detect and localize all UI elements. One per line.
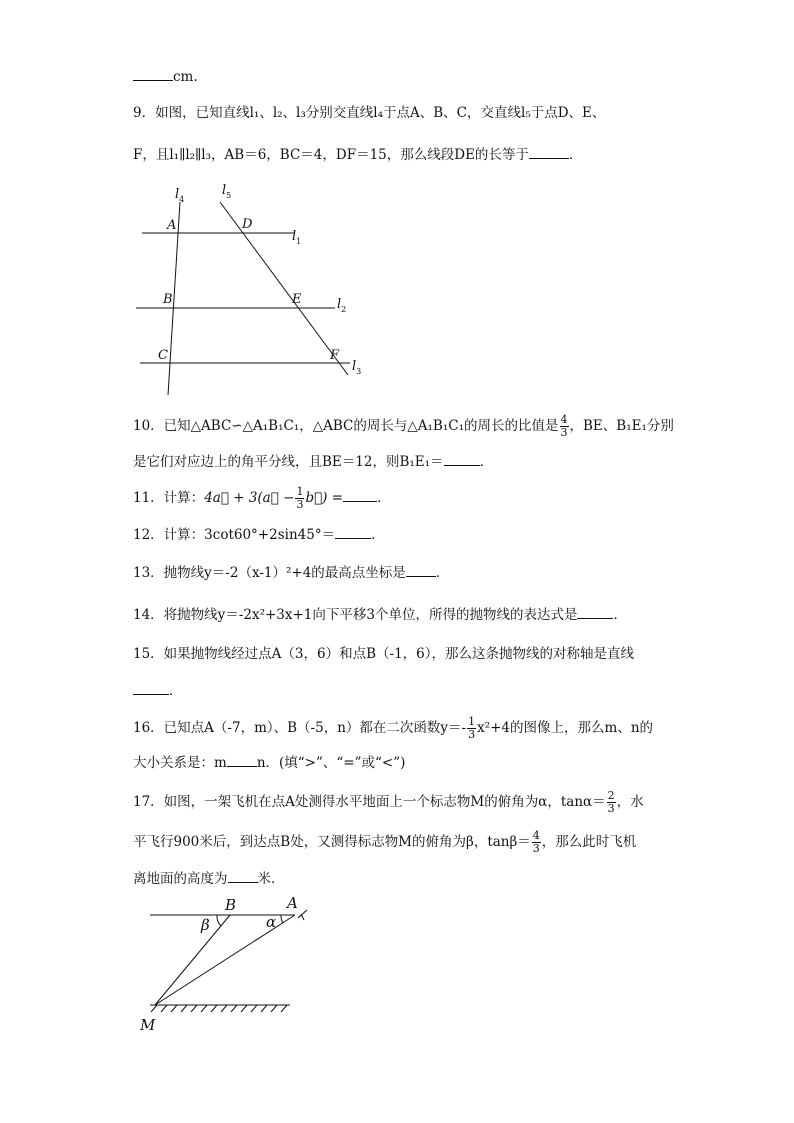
q10-line1: 10．已知△ABC∽△A₁B₁C₁，△ABC的周长与△A₁B₁C₁的周长的比值是 $\frac{4}{3}$ ，BE、B₁E₁分别 xyxy=(133,413,674,439)
label-E: E xyxy=(292,292,302,307)
q17-line2: 平飞行900米后，到达点B处，又测得标志物M的俯角为β，tanβ＝ $\frac{4}{3}$ ，那么此时飞机 xyxy=(133,829,637,855)
label-M: M xyxy=(140,1016,156,1034)
q13-line: 13．抛物线y＝-2（x-1）²+4的最高点坐标是 ． xyxy=(133,562,449,583)
answer-blank[interactable] xyxy=(444,451,480,466)
ground-hatching xyxy=(151,1005,287,1012)
label-l3: $l_3$ xyxy=(352,359,362,376)
label-l4: $l_4$ xyxy=(175,187,185,204)
q17-line1: 17．如图，一架飞机在点A处测得水平地面上一个标志物M的俯角为α，tanα＝ $\frac{2}{3}$ ，水 xyxy=(133,789,644,815)
q12-line: 12．计算：3cot60°+2sin45°＝ ． xyxy=(133,524,385,545)
fraction: $\frac{1}{3}$ xyxy=(468,715,476,741)
q15-line1: 15．如果抛物线经过点A（3，6）和点B（-1，6），那么这条抛物线的对称轴是直线 xyxy=(133,646,635,662)
answer-blank[interactable] xyxy=(228,868,258,883)
figure-airplane-angles xyxy=(135,890,335,1040)
angle-beta-arc xyxy=(217,915,221,926)
line-BM xyxy=(155,915,230,1005)
answer-blank[interactable] xyxy=(133,66,173,81)
airplane-icon xyxy=(298,910,307,920)
q8-tail: cm. xyxy=(133,66,198,87)
q16-line1: 16．已知点A（-7，m）、B（-5，n）都在二次函数y＝- $\frac{1}{3}$ x²+4的图像上，那么m、n的 xyxy=(133,715,654,741)
fraction: $\frac{4}{3}$ xyxy=(560,413,568,439)
answer-blank[interactable] xyxy=(529,144,569,159)
label-F: F xyxy=(330,348,340,363)
q9-line1: 9．如图，已知直线l₁、l₂、l₃分别交直线l₄于点A、B、C，交直线l₅于点D、E、 xyxy=(133,105,606,121)
label-D: D xyxy=(242,217,253,232)
label-B: B xyxy=(225,896,237,914)
label-l5: $l_5$ xyxy=(222,183,232,200)
answer-blank[interactable] xyxy=(406,562,436,577)
line-l5 xyxy=(220,202,348,375)
label-C: C xyxy=(158,348,168,363)
fraction: $\frac{2}{3}$ xyxy=(607,789,615,815)
q16-line2: 大小关系是：m n．(填“>”、“=”或“<”) xyxy=(133,752,405,773)
q10-line2: 是它们对应边上的角平分线，且BE＝12，则B₁E₁＝ ． xyxy=(133,451,493,472)
label-alpha: α xyxy=(266,913,277,931)
label-B: B xyxy=(163,292,173,307)
label-l1: $l_1$ xyxy=(292,229,302,246)
q17-line3: 离地面的高度为 米． xyxy=(133,868,285,889)
q14-line: 14．将抛物线y＝-2x²+3x+1向下平移3个单位，所得的抛物线的表达式是 ． xyxy=(133,604,627,625)
q9-line2: F，且l₁∥l₂∥l₃，AB＝6，BC＝4，DF＝15，那么线段DE的长等于 ． xyxy=(133,144,582,165)
answer-blank[interactable] xyxy=(133,680,169,695)
label-A: A xyxy=(287,894,298,912)
fraction: $\frac{1}{3}$ xyxy=(296,485,304,511)
answer-blank[interactable] xyxy=(577,604,613,619)
q11-line: 11．计算：4a⃗ + 3(a⃗ − $\frac{1}{3}$ b⃗) = ． xyxy=(133,485,391,511)
fraction: $\frac{4}{3}$ xyxy=(532,829,540,855)
label-beta: β xyxy=(201,916,210,934)
q15-line2: ． xyxy=(133,680,183,701)
answer-blank[interactable] xyxy=(335,524,371,539)
answer-blank[interactable] xyxy=(343,487,377,502)
angle-alpha-arc xyxy=(281,915,283,923)
label-l2: $l_2$ xyxy=(337,297,347,314)
answer-blank[interactable] xyxy=(227,752,257,767)
label-A: A xyxy=(167,218,177,233)
figure-parallel-lines xyxy=(130,180,370,405)
